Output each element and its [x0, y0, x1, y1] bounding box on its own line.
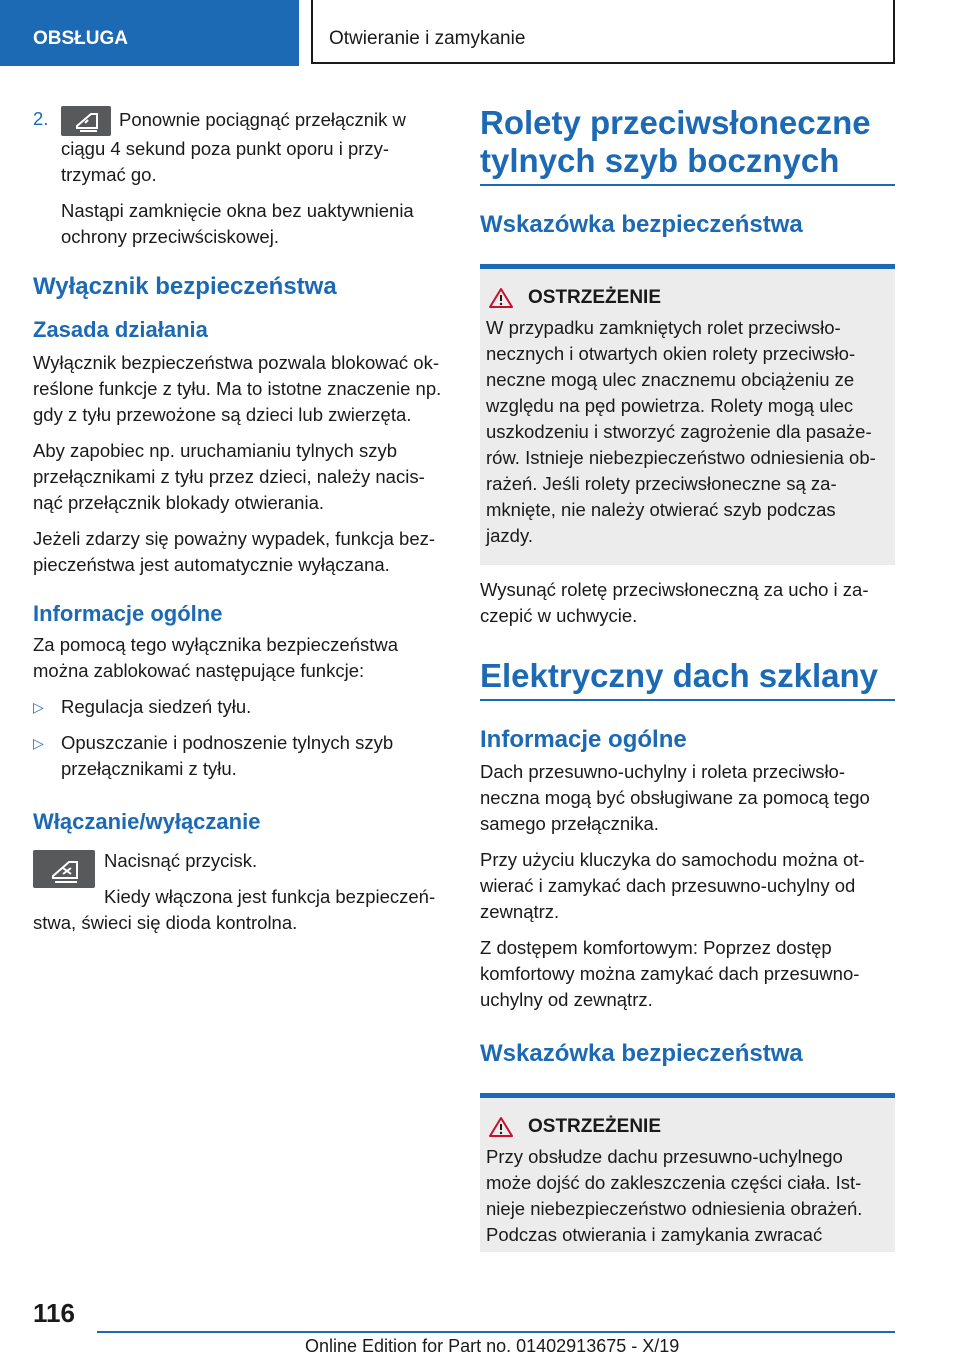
blinds-safety-heading: Wskazówka bezpieczeństwa [480, 211, 803, 238]
onoff-block [33, 848, 448, 936]
warning-header [486, 287, 887, 309]
triangle-bullet-icon: ▷ [33, 699, 44, 715]
warning-text: W przypadku zamkniętych rolet przeciwsło- necznych i otwartych okien rolety przeciwsło- neczne mogą ulec znacznemu obciążeniu ze względu na pęd powietrza. Rolety mogą ulec uszkodzeniu i stworzyć zagrożenie dla pasaże- rów. Istnieje niebezpieczeństwo odniesienia ob- rażeń. Jeśli rolety przeciwsłoneczne są za- mknięte, nie należy otwierać szyb podczas jazdy. [486, 317, 876, 546]
warning-triangle-icon [488, 1116, 514, 1138]
onoff-heading: Włączanie/wyłączanie [33, 809, 261, 834]
blinds-paragraph: Wysunąć roletę przeciwsłoneczną za ucho i za- czepić w uchwycie. [480, 579, 869, 626]
blinds-warning-box [480, 264, 895, 565]
step-number: 2. [33, 108, 49, 129]
step-result: Nastąpi zamknięcie okna bez uaktywnienia ochrony przeciwściskowej. [61, 200, 414, 247]
roof-warning-box [480, 1093, 895, 1252]
roof-paragraph-2: Przy użyciu kluczyka do samochodu można ot- wierać i zamykać dach przesuwno-uchylny od zewnątrz. [480, 849, 865, 922]
general-info-heading: Informacje ogólne [33, 601, 223, 626]
principle-paragraph-2: Aby zapobiec np. uruchamianiu tylnych szyb przełącznikami z tyłu przez dzieci, należy nacis- nąć przełącznik blokady otwierania. [33, 440, 425, 513]
bullet-item [33, 694, 448, 720]
warning-label: OSTRZEŻENIE [528, 287, 662, 308]
blinds-heading-block [480, 104, 895, 186]
onoff-paragraph-1: Nacisnąć przycisk. [104, 850, 258, 871]
warning-label: OSTRZEŻENIE [528, 1116, 662, 1137]
right-column [480, 100, 895, 1252]
onoff-paragraph-2: Kiedy włączona jest funkcja bezpieczeń- stwa, świeci się dioda kontrolna. [33, 886, 436, 933]
step-text: Ponownie pociągnąć przełącznik w ciągu 4 sekund poza punkt oporu i przy- trzymać go. [61, 108, 406, 185]
warning-triangle-icon [488, 287, 514, 309]
roof-heading: Elektryczny dach szklany [480, 657, 879, 694]
bullet-item [33, 730, 448, 782]
page-number: 116 [33, 1298, 75, 1328]
roof-general-heading: Informacje ogólne [480, 726, 687, 753]
left-column [33, 100, 448, 946]
edition-note: Online Edition for Part no. 01402913675 - X/19 [305, 1336, 680, 1356]
page-header [0, 0, 960, 66]
principle-paragraph-1: Wyłącznik bezpieczeństwa pozwala blokować ok- reślone funkcje z tyłu. Ma to istotne znaczenie np. gdy z tyłu przewożone są dzieci lub zwierzęta. [33, 352, 442, 425]
warning-header [486, 1116, 887, 1138]
bullet-text: Opuszczanie i podnoszenie tylnych szyb przełącznikami z tyłu. [61, 732, 394, 779]
window-lock-button-icon [33, 850, 95, 888]
bullet-text: Regulacja siedzeń tyłu. [61, 696, 252, 717]
window-switch-icon [61, 106, 111, 136]
section-tab: OBSŁUGA [0, 0, 299, 66]
roof-paragraph-3: Z dostępem komfortowym: Poprzez dostęp komfortowy można zamykać dach przesuwno- uchylny od zewnątrz. [480, 937, 860, 1010]
safety-switch-heading: Wyłącznik bezpieczeństwa [33, 273, 337, 300]
triangle-bullet-icon: ▷ [33, 735, 44, 751]
footer-divider [97, 1331, 895, 1333]
roof-heading-block [480, 657, 895, 701]
principle-paragraph-3: Jeżeli zdarzy się poważny wypadek, funkcja bez- pieczeństwa jest automatycznie wyłączana. [33, 528, 436, 575]
roof-safety-heading: Wskazówka bezpieczeństwa [480, 1040, 803, 1067]
warning-text: Przy obsłudze dachu przesuwno-uchylnego może dojść do zakleszczenia części ciała. Ist- nieje niebezpieczeństwo odniesienia obrażeń. Podczas otwierania i zamykania zwracać [486, 1146, 863, 1245]
principle-heading: Zasada działania [33, 317, 208, 342]
general-info-paragraph: Za pomocą tego wyłącznika bezpieczeństwa można zablokować następujące funkcje: [33, 634, 399, 681]
blinds-heading: Rolety przeciwsłoneczne tylnych szyb bocznych [480, 104, 871, 179]
step-2 [33, 106, 448, 250]
roof-paragraph-1: Dach przesuwno-uchylny i roleta przeciwsło- neczna mogą być obsługiwane za pomocą tego samego przełącznika. [480, 761, 870, 834]
chapter-title: Otwieranie i zamykanie [311, 0, 895, 64]
